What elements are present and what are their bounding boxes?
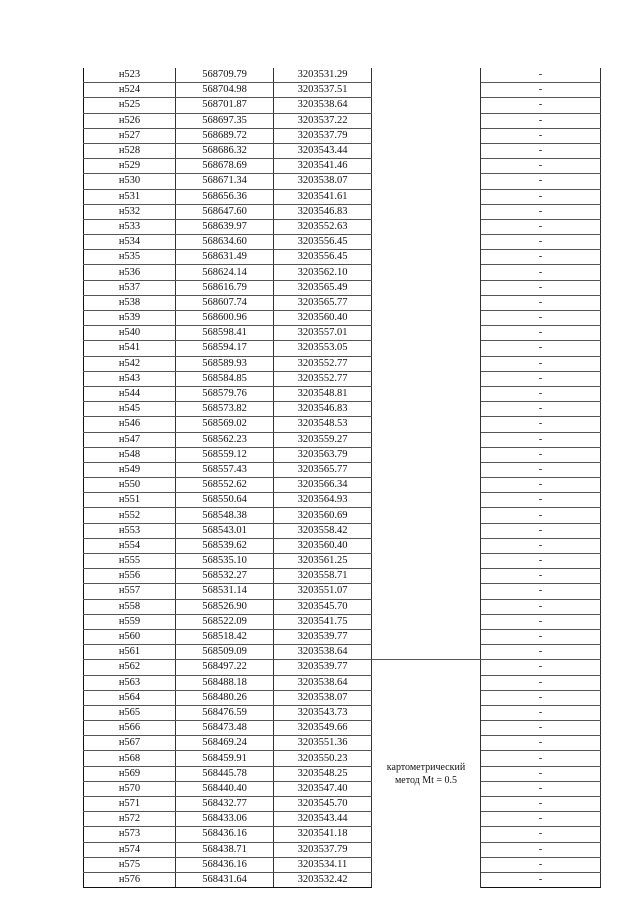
y-coordinate-cell: 3203562.10 xyxy=(274,265,372,280)
point-id-cell: н546 xyxy=(84,417,176,432)
point-id-cell: н535 xyxy=(84,250,176,265)
y-coordinate-cell: 3203541.46 xyxy=(274,159,372,174)
point-id-cell: н530 xyxy=(84,174,176,189)
table-row xyxy=(84,599,601,614)
table-row xyxy=(84,417,601,432)
point-id-cell: н523 xyxy=(84,68,176,83)
table-row xyxy=(84,447,601,462)
point-id-cell: н532 xyxy=(84,204,176,219)
x-coordinate-cell: 568476.59 xyxy=(176,705,274,720)
table-row xyxy=(84,402,601,417)
mark-cell: - xyxy=(481,402,601,417)
point-id-cell: н539 xyxy=(84,311,176,326)
x-coordinate-cell: 568440.40 xyxy=(176,781,274,796)
table-row xyxy=(84,493,601,508)
x-coordinate-cell: 568598.41 xyxy=(176,326,274,341)
table-row xyxy=(84,705,601,720)
y-coordinate-cell: 3203556.45 xyxy=(274,235,372,250)
mark-cell: - xyxy=(481,827,601,842)
y-coordinate-cell: 3203543.44 xyxy=(274,812,372,827)
table-row xyxy=(84,736,601,751)
table-row xyxy=(84,265,601,280)
table-row xyxy=(84,432,601,447)
mark-cell: - xyxy=(481,508,601,523)
x-coordinate-cell: 568432.77 xyxy=(176,797,274,812)
mark-cell: - xyxy=(481,250,601,265)
mark-cell: - xyxy=(481,265,601,280)
point-id-cell: н563 xyxy=(84,675,176,690)
x-coordinate-cell: 568704.98 xyxy=(176,83,274,98)
point-id-cell: н576 xyxy=(84,872,176,887)
x-coordinate-cell: 568647.60 xyxy=(176,204,274,219)
mark-cell: - xyxy=(481,235,601,250)
mark-cell: - xyxy=(481,538,601,553)
point-id-cell: н536 xyxy=(84,265,176,280)
x-coordinate-cell: 568548.38 xyxy=(176,508,274,523)
point-id-cell: н528 xyxy=(84,143,176,158)
x-coordinate-cell: 568509.09 xyxy=(176,645,274,660)
y-coordinate-cell: 3203548.25 xyxy=(274,766,372,781)
y-coordinate-cell: 3203564.93 xyxy=(274,493,372,508)
point-id-cell: н565 xyxy=(84,705,176,720)
y-coordinate-cell: 3203549.66 xyxy=(274,721,372,736)
y-coordinate-cell: 3203538.64 xyxy=(274,98,372,113)
y-coordinate-cell: 3203532.42 xyxy=(274,872,372,887)
point-id-cell: н529 xyxy=(84,159,176,174)
table-row xyxy=(84,569,601,584)
mark-cell: - xyxy=(481,83,601,98)
table-row xyxy=(84,629,601,644)
point-id-cell: н552 xyxy=(84,508,176,523)
y-coordinate-cell: 3203538.64 xyxy=(274,675,372,690)
y-coordinate-cell: 3203553.05 xyxy=(274,341,372,356)
y-coordinate-cell: 3203538.07 xyxy=(274,174,372,189)
mark-cell: - xyxy=(481,478,601,493)
point-id-cell: н547 xyxy=(84,432,176,447)
x-coordinate-cell: 568689.72 xyxy=(176,128,274,143)
point-id-cell: н531 xyxy=(84,189,176,204)
coordinates-sheet xyxy=(83,68,600,888)
mark-cell: - xyxy=(481,751,601,766)
coordinates-table xyxy=(83,68,601,888)
table-row xyxy=(84,235,601,250)
x-coordinate-cell: 568631.49 xyxy=(176,250,274,265)
x-coordinate-cell: 568589.93 xyxy=(176,356,274,371)
table-row xyxy=(84,128,601,143)
x-coordinate-cell: 568459.91 xyxy=(176,751,274,766)
point-id-cell: н537 xyxy=(84,280,176,295)
mark-cell: - xyxy=(481,614,601,629)
table-row xyxy=(84,386,601,401)
point-id-cell: н540 xyxy=(84,326,176,341)
y-coordinate-cell: 3203537.51 xyxy=(274,83,372,98)
table-row xyxy=(84,660,601,675)
x-coordinate-cell: 568438.71 xyxy=(176,842,274,857)
y-coordinate-cell: 3203551.36 xyxy=(274,736,372,751)
x-coordinate-cell: 568562.23 xyxy=(176,432,274,447)
point-id-cell: н551 xyxy=(84,493,176,508)
x-coordinate-cell: 568709.79 xyxy=(176,68,274,83)
point-id-cell: н548 xyxy=(84,447,176,462)
y-coordinate-cell: 3203565.77 xyxy=(274,462,372,477)
y-coordinate-cell: 3203545.70 xyxy=(274,797,372,812)
mark-cell: - xyxy=(481,569,601,584)
table-row xyxy=(84,83,601,98)
y-coordinate-cell: 3203561.25 xyxy=(274,554,372,569)
mark-cell: - xyxy=(481,493,601,508)
table-row xyxy=(84,554,601,569)
mark-cell: - xyxy=(481,113,601,128)
mark-cell: - xyxy=(481,219,601,234)
y-coordinate-cell: 3203556.45 xyxy=(274,250,372,265)
y-coordinate-cell: 3203539.77 xyxy=(274,660,372,675)
mark-cell: - xyxy=(481,280,601,295)
x-coordinate-cell: 568569.02 xyxy=(176,417,274,432)
method-cell-empty xyxy=(372,68,481,660)
point-id-cell: н541 xyxy=(84,341,176,356)
y-coordinate-cell: 3203563.79 xyxy=(274,447,372,462)
mark-cell: - xyxy=(481,721,601,736)
point-id-cell: н566 xyxy=(84,721,176,736)
x-coordinate-cell: 568671.34 xyxy=(176,174,274,189)
mark-cell: - xyxy=(481,462,601,477)
mark-cell: - xyxy=(481,523,601,538)
table-row xyxy=(84,857,601,872)
mark-cell: - xyxy=(481,690,601,705)
x-coordinate-cell: 568445.78 xyxy=(176,766,274,781)
y-coordinate-cell: 3203543.44 xyxy=(274,143,372,158)
x-coordinate-cell: 568436.16 xyxy=(176,857,274,872)
x-coordinate-cell: 568600.96 xyxy=(176,311,274,326)
x-coordinate-cell: 568469.24 xyxy=(176,736,274,751)
table-row xyxy=(84,721,601,736)
point-id-cell: н564 xyxy=(84,690,176,705)
coordinates-table-body xyxy=(84,68,601,888)
point-id-cell: н572 xyxy=(84,812,176,827)
table-row xyxy=(84,842,601,857)
point-id-cell: н568 xyxy=(84,751,176,766)
y-coordinate-cell: 3203534.11 xyxy=(274,857,372,872)
table-row xyxy=(84,113,601,128)
table-row xyxy=(84,189,601,204)
x-coordinate-cell: 568522.09 xyxy=(176,614,274,629)
mark-cell: - xyxy=(481,295,601,310)
table-row xyxy=(84,508,601,523)
x-coordinate-cell: 568573.82 xyxy=(176,402,274,417)
table-row xyxy=(84,538,601,553)
y-coordinate-cell: 3203560.69 xyxy=(274,508,372,523)
y-coordinate-cell: 3203539.77 xyxy=(274,629,372,644)
y-coordinate-cell: 3203543.73 xyxy=(274,705,372,720)
method-accuracy: метод Mt = 0.5 xyxy=(394,774,458,786)
x-coordinate-cell: 568624.14 xyxy=(176,265,274,280)
mark-cell: - xyxy=(481,417,601,432)
x-coordinate-cell: 568584.85 xyxy=(176,371,274,386)
y-coordinate-cell: 3203541.18 xyxy=(274,827,372,842)
mark-cell: - xyxy=(481,781,601,796)
mark-cell: - xyxy=(481,356,601,371)
mark-cell: - xyxy=(481,857,601,872)
x-coordinate-cell: 568431.64 xyxy=(176,872,274,887)
table-row xyxy=(84,159,601,174)
point-id-cell: н527 xyxy=(84,128,176,143)
mark-cell: - xyxy=(481,629,601,644)
x-coordinate-cell: 568550.64 xyxy=(176,493,274,508)
x-coordinate-cell: 568656.36 xyxy=(176,189,274,204)
mark-cell: - xyxy=(481,660,601,675)
y-coordinate-cell: 3203541.61 xyxy=(274,189,372,204)
table-row xyxy=(84,751,601,766)
point-id-cell: н562 xyxy=(84,660,176,675)
mark-cell: - xyxy=(481,68,601,83)
table-row xyxy=(84,143,601,158)
table-row xyxy=(84,204,601,219)
point-id-cell: н534 xyxy=(84,235,176,250)
y-coordinate-cell: 3203537.79 xyxy=(274,128,372,143)
table-row xyxy=(84,523,601,538)
table-row xyxy=(84,797,601,812)
table-row xyxy=(84,645,601,660)
table-row xyxy=(84,326,601,341)
x-coordinate-cell: 568559.12 xyxy=(176,447,274,462)
x-coordinate-cell: 568552.62 xyxy=(176,478,274,493)
y-coordinate-cell: 3203538.07 xyxy=(274,690,372,705)
mark-cell: - xyxy=(481,326,601,341)
table-row xyxy=(84,356,601,371)
table-row xyxy=(84,462,601,477)
table-row xyxy=(84,614,601,629)
point-id-cell: н526 xyxy=(84,113,176,128)
mark-cell: - xyxy=(481,554,601,569)
x-coordinate-cell: 568678.69 xyxy=(176,159,274,174)
y-coordinate-cell: 3203537.79 xyxy=(274,842,372,857)
point-id-cell: н553 xyxy=(84,523,176,538)
x-coordinate-cell: 568518.42 xyxy=(176,629,274,644)
point-id-cell: н549 xyxy=(84,462,176,477)
point-id-cell: н574 xyxy=(84,842,176,857)
method-name: картометрический xyxy=(386,761,466,773)
y-coordinate-cell: 3203565.77 xyxy=(274,295,372,310)
point-id-cell: н538 xyxy=(84,295,176,310)
point-id-cell: н543 xyxy=(84,371,176,386)
x-coordinate-cell: 568543.01 xyxy=(176,523,274,538)
mark-cell: - xyxy=(481,766,601,781)
table-row xyxy=(84,295,601,310)
table-row xyxy=(84,219,601,234)
x-coordinate-cell: 568557.43 xyxy=(176,462,274,477)
point-id-cell: н550 xyxy=(84,478,176,493)
point-id-cell: н542 xyxy=(84,356,176,371)
point-id-cell: н573 xyxy=(84,827,176,842)
point-id-cell: н567 xyxy=(84,736,176,751)
point-id-cell: н559 xyxy=(84,614,176,629)
x-coordinate-cell: 568535.10 xyxy=(176,554,274,569)
mark-cell: - xyxy=(481,189,601,204)
y-coordinate-cell: 3203557.01 xyxy=(274,326,372,341)
point-id-cell: н560 xyxy=(84,629,176,644)
point-id-cell: н555 xyxy=(84,554,176,569)
x-coordinate-cell: 568531.14 xyxy=(176,584,274,599)
y-coordinate-cell: 3203560.40 xyxy=(274,311,372,326)
y-coordinate-cell: 3203565.49 xyxy=(274,280,372,295)
x-coordinate-cell: 568526.90 xyxy=(176,599,274,614)
table-row xyxy=(84,675,601,690)
mark-cell: - xyxy=(481,143,601,158)
x-coordinate-cell: 568433.06 xyxy=(176,812,274,827)
mark-cell: - xyxy=(481,341,601,356)
mark-cell: - xyxy=(481,98,601,113)
mark-cell: - xyxy=(481,599,601,614)
point-id-cell: н524 xyxy=(84,83,176,98)
table-row xyxy=(84,781,601,796)
y-coordinate-cell: 3203547.40 xyxy=(274,781,372,796)
mark-cell: - xyxy=(481,311,601,326)
x-coordinate-cell: 568488.18 xyxy=(176,675,274,690)
x-coordinate-cell: 568473.48 xyxy=(176,721,274,736)
point-id-cell: н569 xyxy=(84,766,176,781)
point-id-cell: н556 xyxy=(84,569,176,584)
x-coordinate-cell: 568539.62 xyxy=(176,538,274,553)
mark-cell: - xyxy=(481,584,601,599)
point-id-cell: н571 xyxy=(84,797,176,812)
table-row xyxy=(84,690,601,705)
table-row xyxy=(84,827,601,842)
y-coordinate-cell: 3203546.83 xyxy=(274,402,372,417)
y-coordinate-cell: 3203548.53 xyxy=(274,417,372,432)
x-coordinate-cell: 568594.17 xyxy=(176,341,274,356)
point-id-cell: н533 xyxy=(84,219,176,234)
table-row xyxy=(84,341,601,356)
x-coordinate-cell: 568697.35 xyxy=(176,113,274,128)
y-coordinate-cell: 3203551.07 xyxy=(274,584,372,599)
x-coordinate-cell: 568701.87 xyxy=(176,98,274,113)
mark-cell: - xyxy=(481,736,601,751)
mark-cell: - xyxy=(481,872,601,887)
x-coordinate-cell: 568616.79 xyxy=(176,280,274,295)
y-coordinate-cell: 3203537.22 xyxy=(274,113,372,128)
y-coordinate-cell: 3203538.64 xyxy=(274,645,372,660)
point-id-cell: н545 xyxy=(84,402,176,417)
y-coordinate-cell: 3203558.42 xyxy=(274,523,372,538)
point-id-cell: н544 xyxy=(84,386,176,401)
table-row xyxy=(84,371,601,386)
x-coordinate-cell: 568532.27 xyxy=(176,569,274,584)
point-id-cell: н575 xyxy=(84,857,176,872)
y-coordinate-cell: 3203560.40 xyxy=(274,538,372,553)
point-id-cell: н570 xyxy=(84,781,176,796)
y-coordinate-cell: 3203531.29 xyxy=(274,68,372,83)
mark-cell: - xyxy=(481,386,601,401)
mark-cell: - xyxy=(481,675,601,690)
table-row xyxy=(84,812,601,827)
mark-cell: - xyxy=(481,159,601,174)
y-coordinate-cell: 3203541.75 xyxy=(274,614,372,629)
method-cell xyxy=(372,660,481,888)
y-coordinate-cell: 3203546.83 xyxy=(274,204,372,219)
x-coordinate-cell: 568686.32 xyxy=(176,143,274,158)
y-coordinate-cell: 3203552.77 xyxy=(274,356,372,371)
point-id-cell: н525 xyxy=(84,98,176,113)
point-id-cell: н557 xyxy=(84,584,176,599)
table-row xyxy=(84,311,601,326)
table-row xyxy=(84,766,601,781)
y-coordinate-cell: 3203559.27 xyxy=(274,432,372,447)
point-id-cell: н554 xyxy=(84,538,176,553)
mark-cell: - xyxy=(481,128,601,143)
table-row xyxy=(84,478,601,493)
mark-cell: - xyxy=(481,204,601,219)
mark-cell: - xyxy=(481,447,601,462)
mark-cell: - xyxy=(481,645,601,660)
x-coordinate-cell: 568579.76 xyxy=(176,386,274,401)
mark-cell: - xyxy=(481,812,601,827)
table-row xyxy=(84,98,601,113)
table-row xyxy=(84,584,601,599)
x-coordinate-cell: 568480.26 xyxy=(176,690,274,705)
mark-cell: - xyxy=(481,705,601,720)
table-row xyxy=(84,68,601,83)
x-coordinate-cell: 568497.22 xyxy=(176,660,274,675)
table-row xyxy=(84,280,601,295)
table-row xyxy=(84,250,601,265)
y-coordinate-cell: 3203558.71 xyxy=(274,569,372,584)
x-coordinate-cell: 568436.16 xyxy=(176,827,274,842)
mark-cell: - xyxy=(481,174,601,189)
mark-cell: - xyxy=(481,371,601,386)
mark-cell: - xyxy=(481,797,601,812)
y-coordinate-cell: 3203550.23 xyxy=(274,751,372,766)
y-coordinate-cell: 3203552.63 xyxy=(274,219,372,234)
mark-cell: - xyxy=(481,432,601,447)
table-row xyxy=(84,174,601,189)
mark-cell: - xyxy=(481,842,601,857)
y-coordinate-cell: 3203552.77 xyxy=(274,371,372,386)
x-coordinate-cell: 568634.60 xyxy=(176,235,274,250)
x-coordinate-cell: 568639.97 xyxy=(176,219,274,234)
point-id-cell: н561 xyxy=(84,645,176,660)
table-row xyxy=(84,872,601,887)
y-coordinate-cell: 3203566.34 xyxy=(274,478,372,493)
x-coordinate-cell: 568607.74 xyxy=(176,295,274,310)
point-id-cell: н558 xyxy=(84,599,176,614)
y-coordinate-cell: 3203548.81 xyxy=(274,386,372,401)
y-coordinate-cell: 3203545.70 xyxy=(274,599,372,614)
